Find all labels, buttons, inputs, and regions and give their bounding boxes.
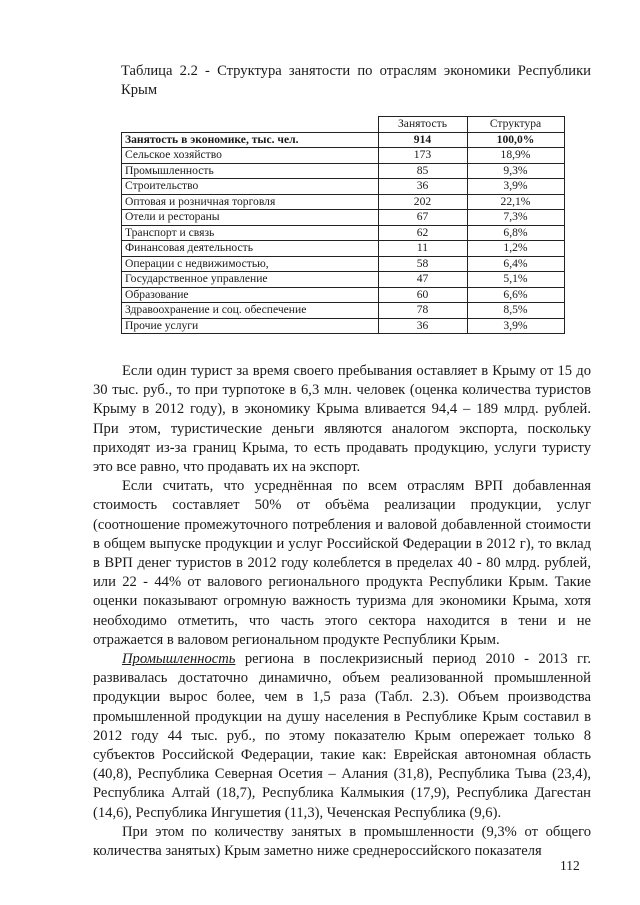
row-share: 6,8%: [467, 225, 564, 241]
row-label: Сельское хозяйство: [122, 148, 379, 164]
row-label: Промышленность: [122, 163, 379, 179]
row-value: 47: [378, 272, 467, 288]
row-label: Государственное управление: [122, 272, 379, 288]
row-label: Прочие услуги: [122, 318, 379, 334]
row-value: 173: [378, 148, 467, 164]
table-row: [122, 318, 565, 334]
header-employment: Занятость: [378, 117, 467, 133]
row-label: Оптовая и розничная торговля: [122, 194, 379, 210]
row-share: 9,3%: [467, 163, 564, 179]
row-share: 1,2%: [467, 241, 564, 257]
paragraph-value-added: Если считать, что усреднённая по всем отраслям ВРП добавленная стоимость составляет 50% от объёма реализации продукции, услуг (соотношение промежуточного потребления и валовой добавленной стоимости в общем выпуске продукции и услуг Российской Федерации в 2012 г), то вклад в ВРП денег туристов в 2012 году колеблется в пределах 40 - 80 млрд. рублей, или 22 - 44% от валового регионального продукта Республики Крым. Такие оценки показывают огромную важность туризма для экономики Крыма, хотя необходимо отметить, что часть этого сектора находится в тени и не отражается в валовом региональном продукте Республики Крым.: [93, 478, 591, 648]
header-structure: Структура: [467, 117, 564, 133]
row-value: 78: [378, 303, 467, 319]
row-share: 7,3%: [467, 210, 564, 226]
table-row: [122, 225, 565, 241]
row-share: 3,9%: [467, 318, 564, 334]
industry-term: Промышленность: [122, 651, 236, 668]
table-row-total: [122, 132, 565, 148]
row-label: Образование: [122, 287, 379, 303]
row-share: 5,1%: [467, 272, 564, 288]
table-row: [122, 241, 565, 257]
row-label: Здравоохранение и соц. обеспечение: [122, 303, 379, 319]
row-share: 18,9%: [467, 148, 564, 164]
row-share: 100,0%: [467, 132, 564, 148]
table-row: [122, 179, 565, 195]
header-blank: [122, 117, 379, 133]
row-label: Операции с недвижимостью,: [122, 256, 379, 272]
row-value: 36: [378, 318, 467, 334]
row-label: Строительство: [122, 179, 379, 195]
table-row: [122, 148, 565, 164]
table-row: [122, 272, 565, 288]
paragraph-industry-employment: При этом по количеству занятых в промышленности (9,3% от общего количества занятых) Крым заметно ниже среднероссийского показателя: [93, 823, 591, 860]
row-label: Отели и рестораны: [122, 210, 379, 226]
row-label: Транспорт и связь: [122, 225, 379, 241]
page-number: 112: [560, 858, 580, 873]
table-row: [122, 303, 565, 319]
row-value: 914: [378, 132, 467, 148]
table-row: [122, 287, 565, 303]
row-share: 22,1%: [467, 194, 564, 210]
paragraph-tourist-spending: Если один турист за время своего пребывания оставляет в Крыму от 15 до 30 тыс. руб., то при турпотоке в 6,3 млн. человек (оценка количества туристов Крыму в 2012 году), в экономику Крыма вливается 94,4 – 189 млрд. рублей. При этом, туристические деньги являются аналогом экспорта, поскольку приходят из-за границ Крыма, то есть продавать продукцию, услуги туристу это все равно, что продавать их на экспорт.: [93, 363, 591, 476]
employment-table: [121, 116, 565, 334]
row-value: 85: [378, 163, 467, 179]
row-value: 36: [378, 179, 467, 195]
table-row: [122, 256, 565, 272]
row-value: 60: [378, 287, 467, 303]
row-value: 67: [378, 210, 467, 226]
paragraph-industry: [93, 650, 591, 823]
row-share: 6,6%: [467, 287, 564, 303]
row-value: 58: [378, 256, 467, 272]
row-share: 6,4%: [467, 256, 564, 272]
table-row: [122, 163, 565, 179]
table-row: [122, 210, 565, 226]
table-row: [122, 194, 565, 210]
row-value: 11: [378, 241, 467, 257]
table-header-row: [122, 117, 565, 133]
row-value: 62: [378, 225, 467, 241]
row-value: 202: [378, 194, 467, 210]
row-label: Занятость в экономике, тыс. чел.: [122, 132, 379, 148]
body-text: [93, 362, 591, 861]
table-caption: Таблица 2.2 - Структура занятости по отраслям экономики Республики Крым: [121, 63, 591, 98]
industry-text: региона в послекризисный период 2010 - 2013 гг. развивалась достаточно динамично, объем реализованной промышленной продукции вырос более, чем в 1,5 раза (Табл. 2.3). Объем производства промышленной продукции на душу населения в Республике Крым составил в 2012 году 44 тыс. руб., по этому показателю Крым опережает только 8 субъектов Российской Федерации, такие как: Еврейская автономная область (40,8), Республика Северная Осетия – Алания (31,8), Республика Тыва (23,4), Республика Алтай (18,7), Республика Калмыкия (17,9), Республика Дагестан (14,6), Республика Ингушетия (11,3), Чеченская Республика (9,6).: [93, 651, 591, 821]
row-share: 8,5%: [467, 303, 564, 319]
row-label: Финансовая деятельность: [122, 241, 379, 257]
row-share: 3,9%: [467, 179, 564, 195]
